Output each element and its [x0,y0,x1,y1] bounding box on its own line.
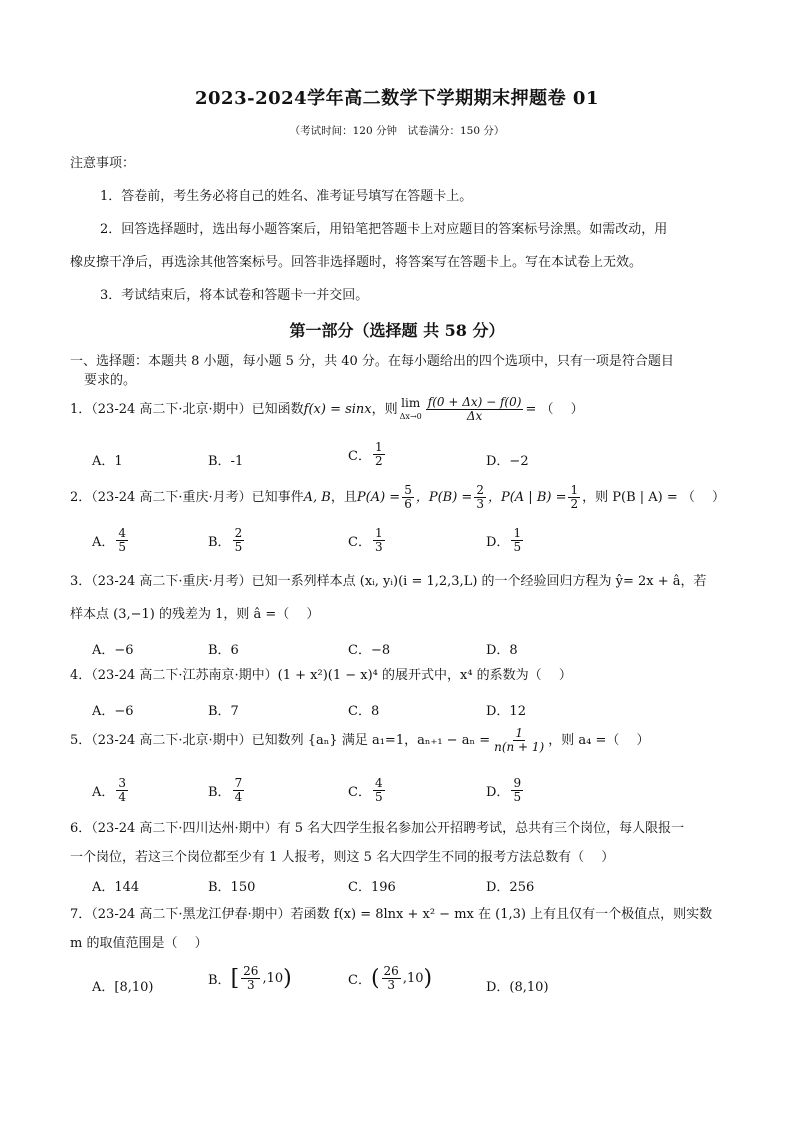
q7-c-num: 26 [383,964,399,978]
q5-option-c [348,777,387,804]
q2-b-frac [233,527,245,554]
q2-a-label: A． [92,535,115,550]
q3-option-a: A．−6 [92,643,134,658]
q2-c-num: 1 [374,526,383,540]
q2-c-den: 3 [374,540,383,554]
q5-c-frac [373,777,385,804]
q1-option-b: B．-1 [208,454,244,469]
q5-a-num: 3 [118,776,127,790]
q7-option-c [348,965,432,992]
q1-option-c [348,441,387,468]
q1-option-a: A．1 [92,454,123,469]
q1-limit [400,397,422,423]
notes-heading: 注意事项： [70,156,136,171]
question-6-line-1: 6．（23-24 高二下·四川达州·期中）有 5 名大四学生报名参加公开招聘考试，总共有三个岗位，每人限报一 [70,821,685,836]
q4-option-d: D．12 [486,704,526,719]
question-2 [70,484,725,511]
q7-c-label: C． [348,973,371,988]
q5-b-den: 4 [234,790,243,804]
q2-pab-den: 2 [570,497,579,511]
q1-option-d: D．−2 [486,454,529,469]
note-2a: 2．回答选择题时，选出每小题答案后，用铅笔把答题卡上对应题目的答案标号涂黑。如需改动，用 [100,222,668,237]
q7-b-frac [241,965,260,992]
q7-option-d: D．(8,10) [486,980,549,995]
q2-pa: P(A) = [356,489,401,505]
q7-c-den: 3 [387,978,395,992]
q7-option-a: A．[8,10) [92,980,154,995]
q1-function: f(x) = sinx [303,401,372,417]
q2-tail: ，则 P(B | A) = （ ） [582,489,726,505]
q3-option-d: D．8 [486,643,518,658]
q2-pab-num: 1 [570,483,579,497]
q5-option-d [486,777,525,804]
q1-mid: ，则 [371,401,398,417]
q6-option-c: C．196 [348,880,396,895]
exam-title: 2023-2024学年高二数学下学期期末押题卷 01 [195,88,599,109]
q5-num: 1 [515,726,523,740]
q7-b-label: B． [208,973,231,988]
q5-tail: ，则 a₄ =（ ） [548,732,650,748]
section-instruction-a: 一、选择题：本题共 8 小题，每小题 5 分，共 40 分。在每小题给出的四个选项中，只有一项是符合题目 [70,354,674,369]
q5-d-frac [511,777,523,804]
q1-prefix: 1．（23-24 高二下·北京·期中）已知函数 [70,401,304,417]
q5-prefix: 5．（23-24 高二下·北京·期中）已知数列 {aₙ} 满足 a₁=1，aₙ₊₁ − aₙ = [70,732,491,748]
q5-fraction [492,727,546,754]
q3-option-b: B．6 [208,643,239,658]
q7-option-b [208,965,292,992]
exam-subtitle: （考试时间：120 分钟 试卷满分：150 分） [289,125,505,137]
q1-tail: = （ ） [525,401,584,417]
q4-option-a: A．−6 [92,704,134,719]
q1-option-c-frac [373,441,385,468]
q5-den: n(n + 1) [494,740,545,754]
section-instruction-b: 要求的。 [84,373,137,388]
q2-option-a [92,527,130,554]
question-4: 4．（23-24 高二下·江苏南京·期中）(1 + x²)(1 − x)⁴ 的展开式中，x⁴ 的系数为（ ） [70,668,572,683]
q2-pb: ，P(B) = [415,489,473,505]
q5-d-label: D． [486,785,510,800]
question-7-line-1: 7．（23-24 高二下·黑龙江伊春·期中）若函数 f(x) = 8lnx + x² − mx 在 (1,3) 上有且仅有一个极值点，则实数 [70,907,713,922]
note-2b: 橡皮擦干净后，再选涂其他答案标号。回答非选择题时，将答案写在答题卡上。写在本试卷上无效。 [70,255,643,270]
q7-b-num: 26 [243,964,259,978]
q2-d-label: D． [486,535,510,550]
q1-den: Δx [466,409,483,423]
q2-option-d [486,527,525,554]
question-5 [70,727,650,754]
q5-d-num: 9 [513,776,522,790]
q2-b-num: 2 [234,526,243,540]
q5-option-b [208,777,246,804]
section-title: 第一部分（选择题 共 58 分） [289,321,505,340]
q7-b-open-bracket: [ [230,966,240,991]
q7-c-open-bracket: ( [370,966,380,991]
q7-c-close-bracket: ) [423,966,433,991]
q6-option-b: B．150 [208,880,256,895]
q7-b-close-bracket: ) [283,966,292,991]
q2-pab-frac [568,484,580,511]
q1-c-num: 1 [374,440,383,454]
question-6-line-2: 一个岗位，若这三个岗位都至少有 1 人报考，则这 5 名大四学生不同的报考方法总数有（ ） [70,850,615,865]
q2-pa-den: 6 [404,497,412,511]
q5-d-den: 5 [513,790,522,804]
note-3: 3．考试结束后，将本试卷和答题卡一并交回。 [100,288,369,303]
q2-pb-num: 2 [476,483,484,497]
q2-option-c [348,527,387,554]
q2-c-label: C． [348,535,371,550]
q1-fraction [426,396,524,423]
q1-lim-sub: Δx→0 [399,411,422,421]
q4-option-c: C．8 [348,704,380,719]
q5-b-frac [233,777,245,804]
q5-a-frac [116,777,128,804]
q2-b-den: 5 [234,540,243,554]
q2-pa-frac [402,484,414,511]
q5-b-num: 7 [234,776,243,790]
q2-d-den: 5 [513,540,522,554]
q5-a-den: 4 [118,790,127,804]
q5-option-a [92,777,130,804]
q2-a-den: 5 [118,540,127,554]
question-3-line-1: 3．（23-24 高二下·重庆·月考）已知一系列样本点 (xᵢ, yᵢ)(i = 1,2,3,L) 的一个经验回归方程为 ŷ= 2x + â，若 [70,574,707,589]
question-1 [70,396,584,423]
q7-b-tail: ,10 [262,971,284,986]
q2-prefix: 2．（23-24 高二下·重庆·月考）已知事件 [70,489,304,505]
q5-c-label: C． [348,785,371,800]
q2-b-label: B． [208,535,231,550]
q5-c-num: 4 [374,776,383,790]
q7-c-frac [382,965,401,992]
q2-and: ，且 [330,489,357,505]
q5-a-label: A． [92,785,115,800]
q7-b-den: 3 [246,978,255,992]
q2-pab: ，P(A | B) = [487,489,567,505]
q2-a-num: 4 [118,526,127,540]
q1-c-den: 2 [374,454,383,468]
q2-d-frac [511,527,523,554]
q2-events: A, B [303,489,331,505]
q2-a-frac [116,527,128,554]
q2-c-frac [373,527,385,554]
note-1: 1．答卷前，考生务必将自己的姓名、准考证号填写在答题卡上。 [100,189,473,204]
question-7-line-2: m 的取值范围是（ ） [70,936,208,951]
q6-option-a: A．144 [92,880,140,895]
q4-option-b: B．7 [208,704,239,719]
q7-c-tail: ,10 [402,971,424,986]
question-3-line-2: 样本点 (3,−1) 的残差为 1，则 â =（ ） [70,607,320,622]
q6-option-d: D．256 [486,880,535,895]
q5-c-den: 5 [374,790,383,804]
q2-d-num: 1 [513,526,522,540]
q1-num: f(0 + Δx) − f(0) [427,395,522,409]
q2-pb-den: 3 [476,497,484,511]
q2-pa-num: 5 [404,483,412,497]
q2-option-b [208,527,246,554]
q1-lim-word: lim [401,395,421,410]
q1-option-c-label: C． [348,449,371,464]
q5-b-label: B． [208,785,231,800]
q2-pb-frac [474,484,486,511]
q3-option-c: C．−8 [348,643,391,658]
